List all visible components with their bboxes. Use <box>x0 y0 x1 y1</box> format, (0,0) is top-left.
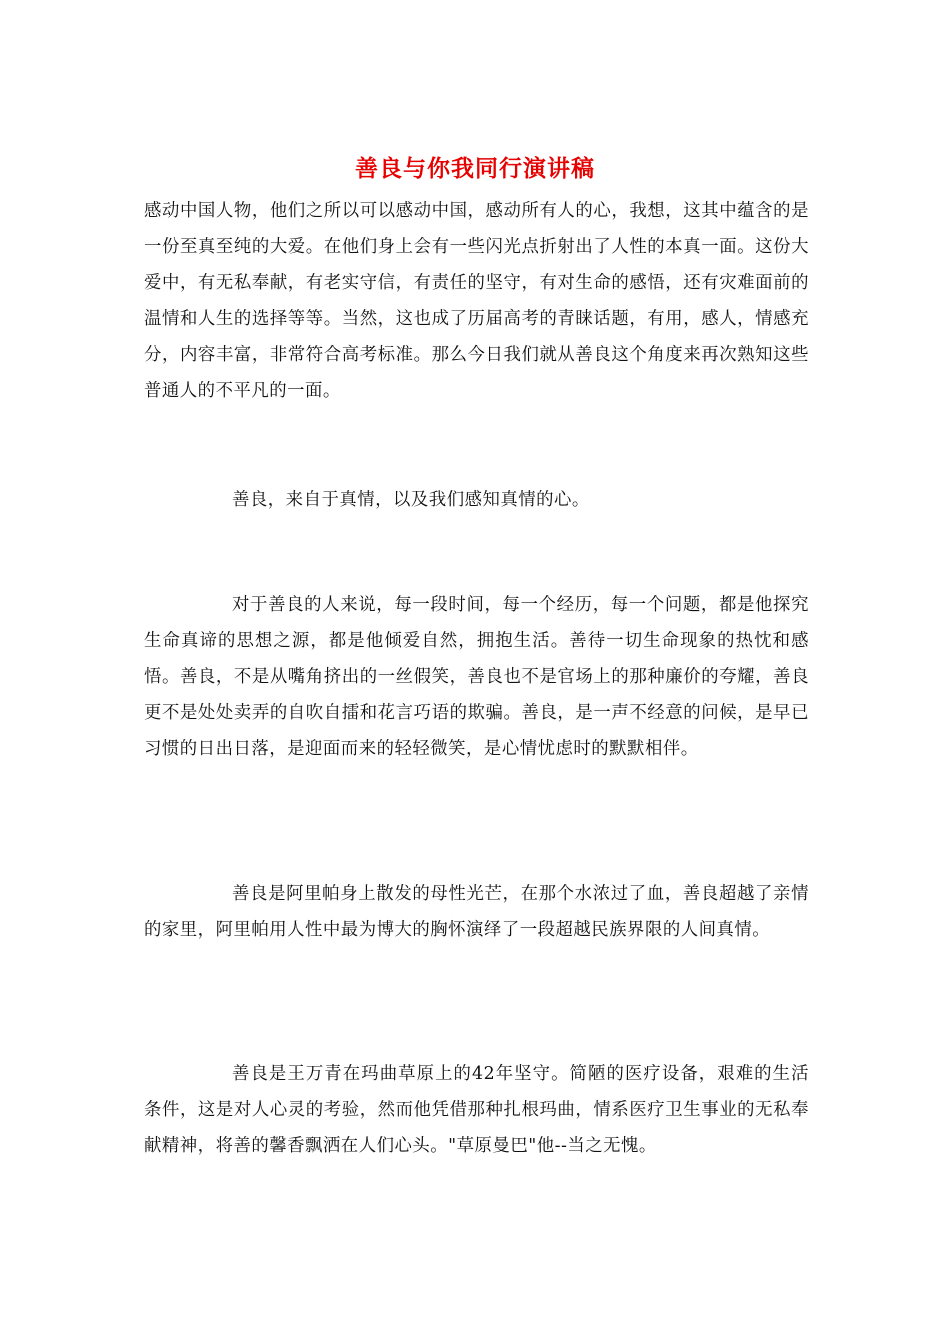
body-paragraph: 善良是阿里帕身上散发的母性光芒，在那个水浓过了血，善良超越了亲情的家里，阿里帕用人性中最为博大的胸怀演绎了一段超越民族界限的人间真情。 <box>144 884 809 940</box>
document-title: 善良与你我同行演讲稿 <box>355 155 595 182</box>
body-paragraph: 善良，来自于真情，以及我们感知真情的心。 <box>232 490 590 510</box>
body-paragraph: 善良是王万青在玛曲草原上的42年坚守。简陋的医疗设备，艰难的生活条件，这是对人心灵的考验，然而他凭借那种扎根玛曲，情系医疗卫生事业的无私奉献精神，将善的馨香飘洒在人们心头。"草原曼巴"他--当之无愧。 <box>144 1064 809 1156</box>
intro-paragraph: 感动中国人物，他们之所以可以感动中国，感动所有人的心，我想，这其中蕴含的是一份至真至纯的大爱。在他们身上会有一些闪光点折射出了人性的本真一面。这份大爱中，有无私奉献，有老实守信，有责任的坚守，有对生命的感悟，还有灾难面前的温情和人生的选择等等。当然，这也成了历届高考的青睐话题，有用，感人，情感充分，内容丰富，非常符合高考标准。那么今日我们就从善良这个角度来再次熟知这些普通人的不平凡的一面。 <box>144 201 809 401</box>
body-paragraph: 对于善良的人来说，每一段时间，每一个经历，每一个问题，都是他探究生命真谛的思想之源，都是他倾爱自然，拥抱生活。善待一切生命现象的热忱和感悟。善良，不是从嘴角挤出的一丝假笑，善良也不是官场上的那种廉价的夸耀，善良更不是处处卖弄的自吹自擂和花言巧语的欺骗。善良，是一声不经意的问候，是早已习惯的日出日落，是迎面而来的轻轻微笑，是心情忧虑时的默默相伴。 <box>144 595 809 759</box>
